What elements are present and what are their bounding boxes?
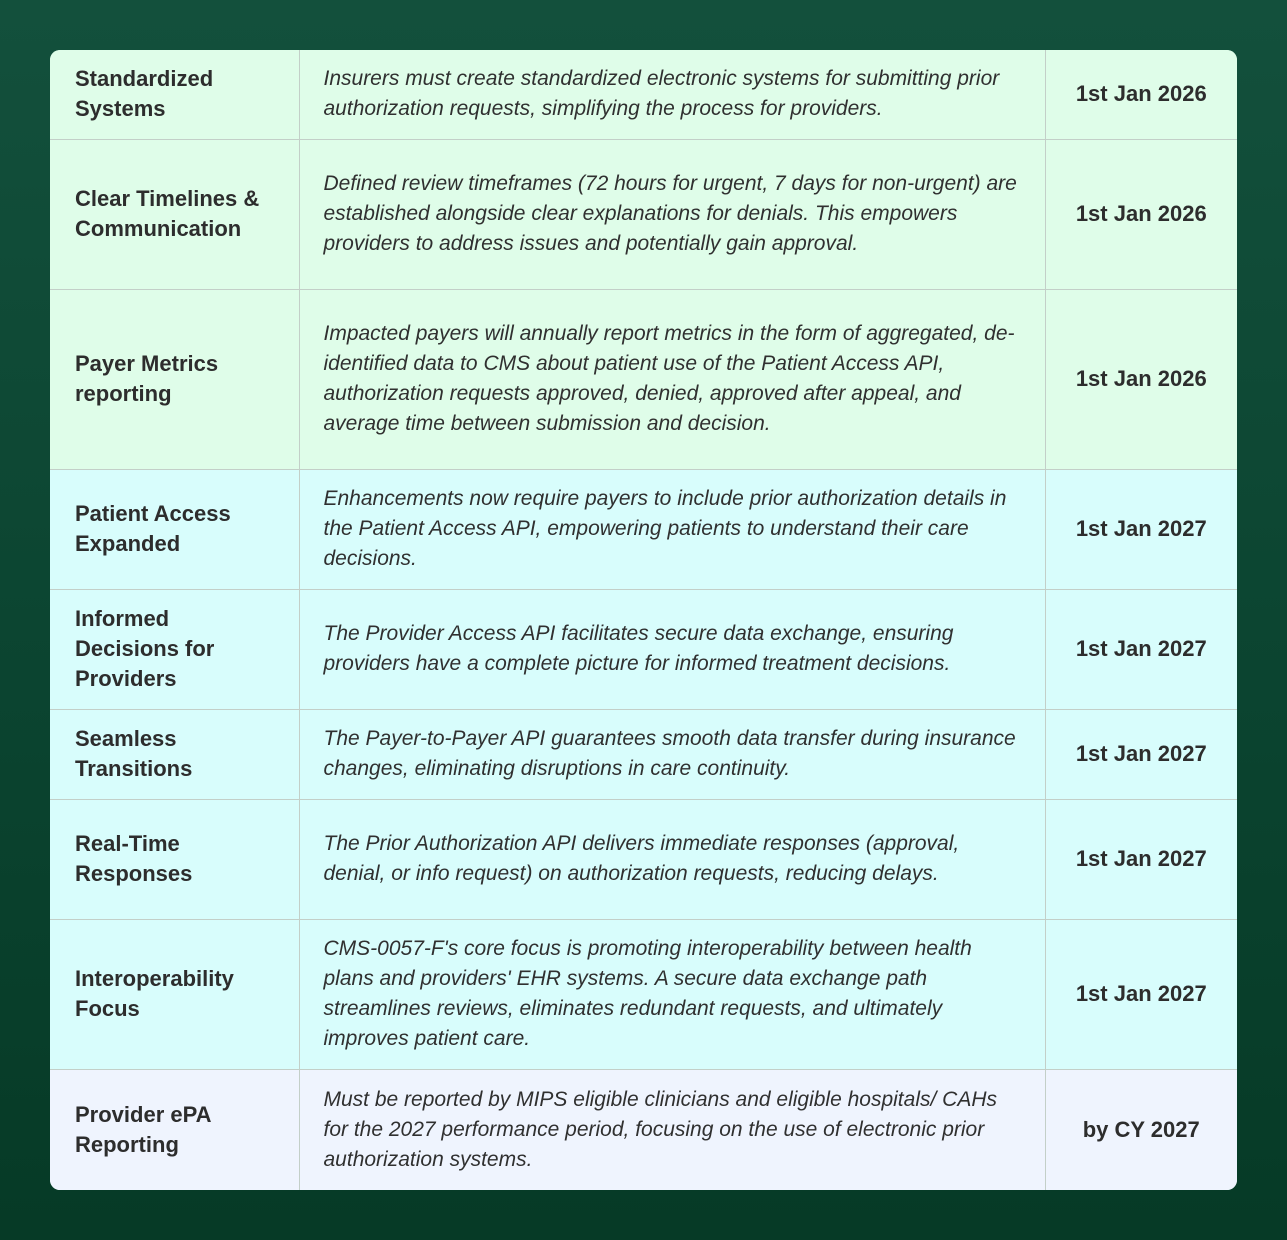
description-cell: The Prior Authorization API delivers immediate responses (approval, denial, or info request) on authorization requests, reducing delays.: [299, 799, 1045, 919]
feature-cell: Patient Access Expanded: [50, 469, 299, 589]
description-cell: CMS-0057-F's core focus is promoting interoperability between health plans and providers' EHR systems. A secure data exchange path streamlines reviews, eliminates redundant requests, and ultimately improves patient care.: [299, 919, 1045, 1069]
feature-cell: Payer Metrics reporting: [50, 289, 299, 469]
description-cell: Defined review timeframes (72 hours for urgent, 7 days for non-urgent) are established alongside clear explanations for denials. This empowers providers to address issues and potentially gain approval.: [299, 139, 1045, 289]
description-cell: The Provider Access API facilitates secure data exchange, ensuring providers have a complete picture for informed treatment decisions.: [299, 589, 1045, 709]
description-cell: Enhancements now require payers to include prior authorization details in the Patient Access API, empowering patients to understand their care decisions.: [299, 469, 1045, 589]
description-cell: Impacted payers will annually report metrics in the form of aggregated, de-identified data to CMS about patient use of the Patient Access API, authorization requests approved, denied, approved after appeal, and average time between submission and decision.: [299, 289, 1045, 469]
table-row: [50, 1069, 1237, 1190]
date-cell: 1st Jan 2027: [1045, 709, 1237, 799]
table-row: [50, 469, 1237, 589]
date-cell: by CY 2027: [1045, 1069, 1237, 1190]
date-cell: 1st Jan 2027: [1045, 589, 1237, 709]
feature-cell: Informed Decisions for Providers: [50, 589, 299, 709]
feature-cell: Seamless Transitions: [50, 709, 299, 799]
date-cell: 1st Jan 2026: [1045, 139, 1237, 289]
table-row: [50, 709, 1237, 799]
feature-cell: Interoperability Focus: [50, 919, 299, 1069]
date-cell: 1st Jan 2026: [1045, 50, 1237, 139]
table-row: [50, 50, 1237, 139]
table-row: [50, 799, 1237, 919]
table-row: [50, 289, 1237, 469]
table-row: [50, 919, 1237, 1069]
feature-cell: Clear Timelines & Communication: [50, 139, 299, 289]
date-cell: 1st Jan 2027: [1045, 919, 1237, 1069]
description-cell: Must be reported by MIPS eligible clinicians and eligible hospitals/ CAHs for the 2027 performance period, focusing on the use of electronic prior authorization systems.: [299, 1069, 1045, 1190]
requirements-table-card: [50, 50, 1237, 1190]
feature-cell: Real-Time Responses: [50, 799, 299, 919]
requirements-table: [50, 50, 1237, 1190]
feature-cell: Provider ePA Reporting: [50, 1069, 299, 1190]
feature-cell: Standardized Systems: [50, 50, 299, 139]
table-row: [50, 139, 1237, 289]
description-cell: The Payer-to-Payer API guarantees smooth data transfer during insurance changes, eliminating disruptions in care continuity.: [299, 709, 1045, 799]
date-cell: 1st Jan 2026: [1045, 289, 1237, 469]
date-cell: 1st Jan 2027: [1045, 469, 1237, 589]
date-cell: 1st Jan 2027: [1045, 799, 1237, 919]
description-cell: Insurers must create standardized electronic systems for submitting prior authorization requests, simplifying the process for providers.: [299, 50, 1045, 139]
table-row: [50, 589, 1237, 709]
